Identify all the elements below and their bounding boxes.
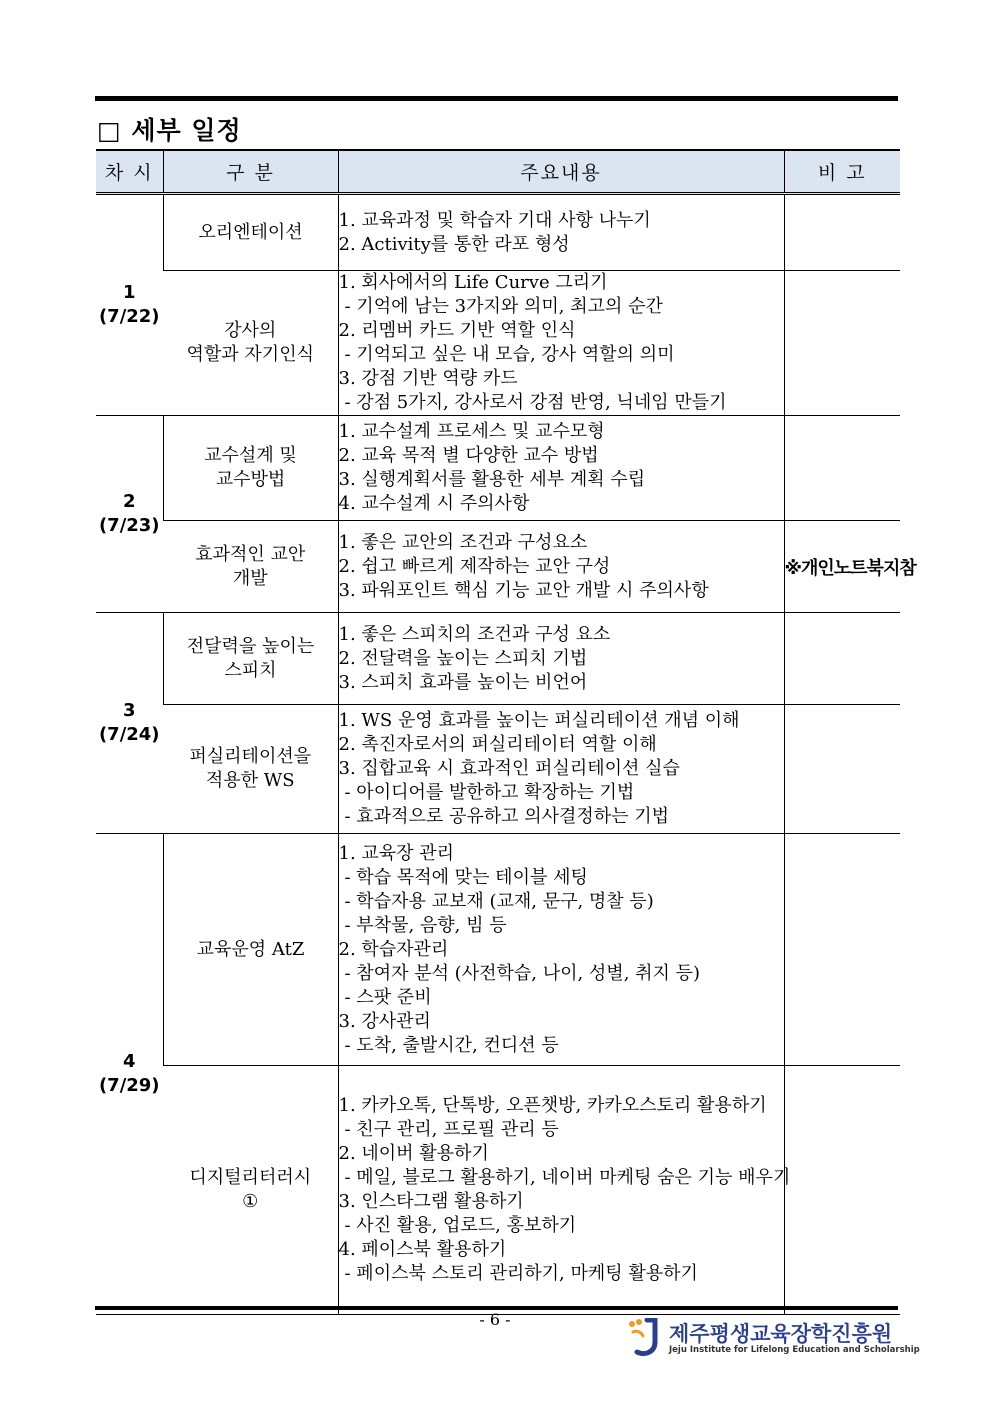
organization-logo (627, 1318, 920, 1360)
content-cell (338, 834, 784, 1066)
session-cell (96, 613, 163, 834)
header-session: 차 시 (96, 150, 163, 194)
session-cell (96, 416, 163, 613)
topic-name-line: 적용한 WS (205, 770, 295, 791)
content-line: - 기억되고 싶은 내 모습, 강사 역할의 의미 (344, 344, 675, 365)
top-rule (95, 96, 898, 101)
content-line: - 학습자용 교보재 (교재, 문구, 명찰 등) (344, 890, 654, 912)
content-line: 3. 강점 기반 역량 카드 (338, 368, 518, 389)
content-line: - 참여자 분석 (사전학습, 나이, 성별, 취지 등) (344, 962, 701, 984)
topic-name-line: 효과적인 교안 (195, 543, 306, 565)
content-line: - 기억에 남는 3가지와 의미, 최고의 순간 (344, 296, 663, 317)
content-cell (338, 1066, 791, 1315)
content-line: - 도착, 출발시간, 컨디션 등 (344, 1034, 559, 1056)
session-number: 4 (122, 1051, 136, 1072)
topic-cell (163, 834, 338, 1066)
topic-name-line: 강사의 (224, 320, 277, 341)
content-line: 3. 인스타그램 활용하기 (338, 1191, 524, 1212)
session-cell (96, 834, 163, 1315)
note-cell (784, 705, 900, 834)
content-line: 1. 교수설계 프로세스 및 교수모형 (338, 421, 605, 442)
topic-cell (163, 271, 338, 416)
topic-name-line: 교수방법 (215, 469, 286, 490)
schedule-table (96, 149, 916, 1315)
note-cell (784, 834, 900, 1066)
table-row (96, 1066, 900, 1315)
session-cell (96, 194, 163, 416)
note-cell (784, 613, 900, 705)
content-cell (338, 416, 784, 521)
table-row (96, 834, 900, 1066)
content-line: 2. 학습자관리 (338, 938, 449, 960)
session-number: 3 (122, 700, 136, 721)
note-cell (784, 271, 900, 416)
note-cell (784, 1066, 900, 1315)
content-line: 3. 실행계획서를 활용한 세부 계획 수립 (338, 469, 646, 490)
content-line: 1. 회사에서의 Life Curve 그리기 (338, 272, 608, 293)
content-cell (338, 705, 784, 834)
topic-name-line: ① (242, 1191, 259, 1212)
content-line: 1. 교육과정 및 학습자 기대 사항 나누기 (338, 209, 651, 231)
topic-cell (163, 521, 338, 613)
note-cell: ※개인노트북지참 (784, 521, 900, 613)
content-line: 3. 스피치 효과를 높이는 비언어 (338, 671, 588, 693)
content-line: - 친구 관리, 프로필 관리 등 (344, 1119, 559, 1140)
content-line: 1. 좋은 교안의 조건과 구성요소 (338, 531, 588, 553)
content-cell (338, 613, 784, 705)
content-line: - 페이스북 스토리 관리하기, 마케팅 활용하기 (344, 1263, 698, 1284)
content-line: 1. 교육장 관리 (338, 842, 455, 864)
topic-name-line: 개발 (232, 567, 268, 589)
header-content: 주요내용 (338, 150, 784, 194)
content-line: - 스팟 준비 (344, 986, 432, 1008)
jeju-institute-logo-icon (627, 1318, 663, 1358)
session-number: 1 (122, 282, 136, 303)
content-cell (338, 521, 784, 613)
topic-name-line: 교육운영 AtZ (196, 938, 305, 960)
topic-name-line: 오리엔테이션 (198, 221, 303, 243)
content-line: 2. 촉진자로서의 퍼실리테이터 역할 이해 (338, 734, 657, 755)
table-row (96, 416, 900, 521)
organization-name: 제주평생교육장학진흥원 (669, 1322, 893, 1346)
table-row (96, 613, 900, 705)
content-line: 3. 집합교육 시 효과적인 퍼실리테이션 실습 (338, 758, 680, 779)
topic-name-line: 교수설계 및 (204, 445, 297, 466)
topic-cell (163, 194, 338, 271)
schedule-body (96, 194, 916, 1315)
topic-name-line: 전달력을 높이는 (186, 635, 315, 657)
content-line: 3. 파워포인트 핵심 기능 교안 개발 시 주의사항 (338, 579, 709, 601)
content-line: 2. Activity를 통한 라포 형성 (338, 233, 570, 255)
content-line: - 학습 목적에 맞는 테이블 세팅 (344, 866, 588, 888)
content-line: 2. 네이버 활용하기 (338, 1143, 489, 1164)
content-line: 2. 리멤버 카드 기반 역할 인식 (338, 320, 576, 341)
header-category: 구 분 (163, 150, 338, 194)
content-line: - 아이디어를 발한하고 확장하는 기법 (344, 782, 635, 803)
content-line: 2. 전달력을 높이는 스피치 기법 (338, 647, 588, 669)
content-line: - 부착물, 음향, 빔 등 (344, 914, 507, 936)
topic-name-line: 퍼실리테이션을 (189, 746, 312, 767)
page-number: - 6 - (479, 1310, 511, 1329)
topic-cell (163, 613, 338, 705)
session-date: (7/23) (98, 515, 160, 536)
topic-name-line: 스피치 (224, 659, 277, 681)
content-line: 1. 좋은 스피치의 조건과 구성 요소 (338, 623, 611, 645)
content-cell (338, 194, 784, 271)
session-date: (7/22) (98, 306, 160, 327)
table-header-row (96, 150, 900, 194)
content-line: 2. 교육 목적 별 다양한 교수 방법 (338, 445, 599, 466)
topic-cell (163, 1066, 338, 1315)
content-line: 4. 교수설계 시 주의사항 (338, 493, 530, 514)
topic-name-line: 역할과 자기인식 (186, 344, 314, 365)
section-heading: □ 세부 일정 (97, 116, 242, 145)
content-line: - 강점 5가지, 강사로서 강점 반영, 닉네임 만들기 (344, 392, 727, 413)
topic-cell (163, 705, 338, 834)
content-line: 1. WS 운영 효과를 높이는 퍼실리테이션 개념 이해 (338, 710, 740, 731)
content-line: 4. 페이스북 활용하기 (338, 1239, 507, 1260)
content-line: 2. 쉽고 빠르게 제작하는 교안 구성 (338, 555, 611, 577)
table-row (96, 194, 900, 271)
session-number: 2 (122, 491, 136, 512)
content-line: 3. 강사관리 (338, 1010, 431, 1032)
header-note: 비 고 (784, 150, 900, 194)
table-row (96, 705, 900, 834)
session-date: (7/24) (98, 724, 160, 745)
organization-name-english: Jeju Institute for Lifelong Education and Scholarship (669, 1345, 920, 1355)
topic-cell (163, 416, 338, 521)
table-row (96, 521, 900, 613)
table-row (96, 271, 900, 416)
note-cell (784, 416, 900, 521)
content-cell (338, 271, 784, 416)
topic-name-line: 디지털리터러시 (189, 1167, 312, 1188)
session-date: (7/29) (98, 1075, 160, 1096)
content-line: 1. 카카오톡, 단톡방, 오픈챗방, 카카오스토리 활용하기 (338, 1095, 767, 1116)
content-line: - 사진 활용, 업로드, 홍보하기 (344, 1215, 577, 1236)
content-line: - 메일, 블로그 활용하기, 네이버 마케팅 숨은 기능 배우기 (344, 1167, 791, 1188)
note-cell (784, 194, 900, 271)
content-line: - 효과적으로 공유하고 의사결정하는 기법 (344, 806, 670, 827)
